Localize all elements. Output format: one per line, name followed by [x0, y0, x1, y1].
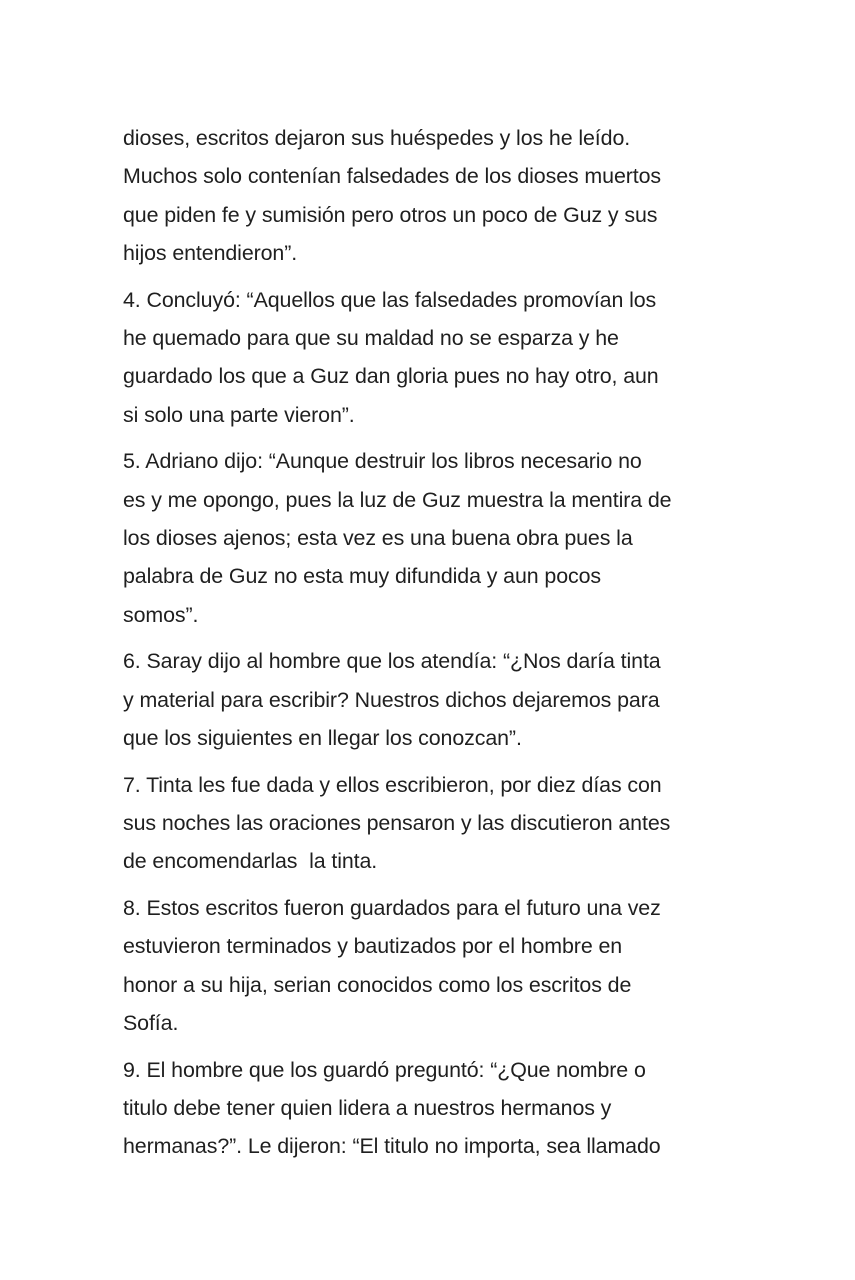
- body-text: [123, 119, 738, 1174]
- text-line: palabra de Guz no esta muy difundida y aun pocos: [123, 564, 601, 589]
- paragraph-verse-5: [123, 442, 738, 633]
- text-line: y material para escribir? Nuestros dichos dejaremos para: [123, 687, 660, 712]
- text-line: somos”.: [123, 602, 199, 627]
- text-line: guardado los que a Guz dan gloria pues no hay otro, aun: [123, 364, 659, 389]
- paragraph-verse-8: [123, 889, 738, 1042]
- text-line: hijos entendieron”.: [123, 240, 298, 265]
- paragraph-verse-9: [123, 1051, 738, 1166]
- text-line: 6. Saray dijo al hombre que los atendía: “¿Nos daría tinta: [123, 649, 661, 674]
- text-line: Muchos solo contenían falsedades de los dioses muertos: [123, 164, 662, 189]
- text-line: si solo una parte vieron”.: [123, 402, 355, 427]
- paragraph-verse-4: [123, 281, 738, 434]
- paragraph-verse-6: [123, 642, 738, 757]
- text-line: dioses, escritos dejaron sus huéspedes y los he leído.: [123, 126, 631, 150]
- text-line: hermanas?”. Le dijeron: “El titulo no importa, sea llamado: [123, 1134, 661, 1159]
- text-line: los dioses ajenos; esta vez es una buena obra pues la: [123, 525, 633, 550]
- text-line: de encomendarlas la tinta.: [123, 849, 378, 874]
- text-line: 5. Adriano dijo: “Aunque destruir los libros necesario no: [123, 449, 642, 474]
- text-line: honor a su hija, serian conocidos como los escritos de: [123, 972, 632, 997]
- text-line: que piden fe y sumisión pero otros un poco de Guz y sus: [123, 202, 658, 227]
- text-line: Sofía.: [123, 1011, 179, 1036]
- text-line: estuvieron terminados y bautizados por el hombre en: [123, 934, 623, 959]
- text-line: 9. El hombre que los guardó preguntó: “¿Que nombre o: [123, 1057, 646, 1082]
- text-line: sus noches las oraciones pensaron y las discutieron antes: [123, 811, 671, 836]
- paragraph-continuation: [123, 119, 738, 272]
- text-line: titulo debe tener quien lidera a nuestros hermanos y: [123, 1096, 612, 1121]
- text-line: que los siguientes en llegar los conozcan”.: [123, 725, 522, 750]
- text-line: 7. Tinta les fue dada y ellos escribieron, por diez días con: [123, 772, 662, 797]
- text-line: es y me opongo, pues la luz de Guz muestra la mentira de: [123, 487, 672, 512]
- paragraph-verse-7: [123, 766, 738, 881]
- text-line: 4. Concluyó: “Aquellos que las falsedades promovían los: [123, 287, 657, 312]
- text-line: 8. Estos escritos fueron guardados para el futuro una vez: [123, 896, 661, 921]
- text-line: he quemado para que su maldad no se esparza y he: [123, 325, 619, 350]
